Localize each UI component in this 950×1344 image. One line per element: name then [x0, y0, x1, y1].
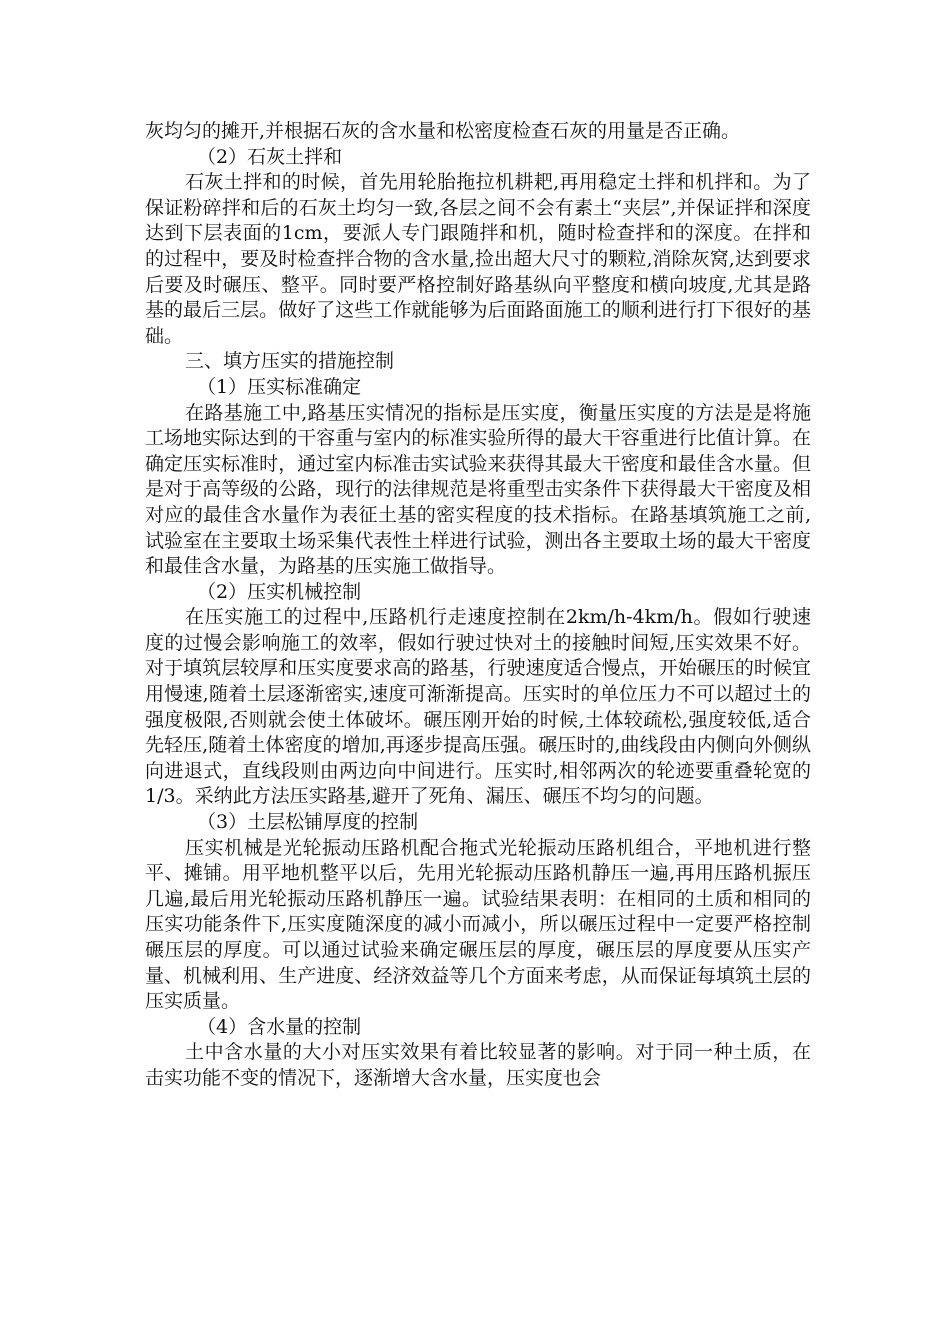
heading-compaction-machinery: （2）压实机械控制	[197, 580, 362, 603]
document-body	[145, 119, 811, 1092]
heading-lime-soil-mixing: （2）石灰土拌和	[197, 145, 343, 168]
paragraph-lime-spreading-end: 灰均匀的摊开,并根据石灰的含水量和松密度检查石灰的用量是否正确。	[145, 120, 741, 142]
heading-compaction-measures: 三、填方压实的措施控制	[185, 350, 395, 373]
paragraph-moisture-control: 土中含水量的大小对压实效果有着比较显著的影响。对于同一种土质，在击实功能不变的情况下，逐渐增大含水量，压实度也会	[145, 1041, 811, 1089]
paragraph-loose-layer-thickness: 压实机械是光轮振动压路机配合拖式光轮振动压路机组合，平地机进行整平、摊铺。用平地机整平以后，先用光轮振动压路机静压一遍,再用压路机振压几遍,最后用光轮振动压路机静压一遍。试验结果表明：在相同的土质和相同的压实功能条件下,压实度随深度的减小而减小，所以碾压过程中一定要严格控制碾压层的厚度。可以通过试验来确定碾压层的厚度，碾压层的厚度要从压实产量、机械利用、生产进度、经济效益等几个方面来考虑，从而保证每填筑土层的压实质量。	[145, 836, 811, 1013]
heading-compaction-standard: （1）压实标准确定	[197, 375, 362, 398]
heading-loose-layer-thickness: （3）土层松铺厚度的控制	[197, 811, 419, 834]
heading-moisture-control: （4）含水量的控制	[197, 1015, 362, 1038]
paragraph-compaction-machinery: 在压实施工的过程中,压路机行走速度控制在2km/h-4km/h。假如行驶速度的过慢会影响施工的效率，假如行驶过快对土的接触时间短,压实效果不好。对于填筑层较厚和压实度要求高的路基，行驶速度适合慢点，开始碾压的时候宜用慢速,随着土层逐渐密实,速度可渐渐提高。压实时的单位压力不可以超过土的强度极限,否则就会使土体破坏。碾压刚开始的时候,土体较疏松,强度较低,适合先轻压,随着土体密度的增加,再逐步提高压强。碾压时的,曲线段由内侧向外侧纵向进退式，直线段则由两边向中间进行。压实时,相邻两次的轮迹要重叠轮宽的1/3。采纳此方法压实路基,避开了死角、漏压、碾压不均匀的问题。	[145, 606, 811, 808]
paragraph-compaction-standard: 在路基施工中,路基压实情况的指标是压实度，衡量压实度的方法是是将施工场地实际达到的干容重与室内的标准实验所得的最大干容重进行比值计算。在确定压实标准时，通过室内标准击实试验来获得其最大干密度和最佳含水量。但是对于高等级的公路，现行的法律规范是将重型击实条件下获得最大干密度及相对应的最佳含水量作为表征土基的密实程度的技术指标。在路基填筑施工之前,试验室在主要取土场采集代表性土样进行试验，测出各主要取土场的最大干密度和最佳含水量，为路基的压实施工做指导。	[145, 401, 811, 578]
paragraph-lime-soil-mixing: 石灰土拌和的时候，首先用轮胎拖拉机耕耙,再用稳定土拌和机拌和。为了保证粉碎拌和后的石灰土均匀一致,各层之间不会有素土“夹层”,并保证拌和深度达到下层表面的1cm，要派人专门跟随拌和机，随时检查拌和的深度。在拌和的过程中，要及时检查拌合物的含水量,捡出超大尺寸的颗粒,消除灰窝,达到要求后要及时碾压、整平。同时要严格控制好路基纵向平整度和横向坡度,尤其是路基的最后三层。做好了这些工作就能够为后面路面施工的顺利进行打下很好的基础。	[145, 171, 811, 347]
